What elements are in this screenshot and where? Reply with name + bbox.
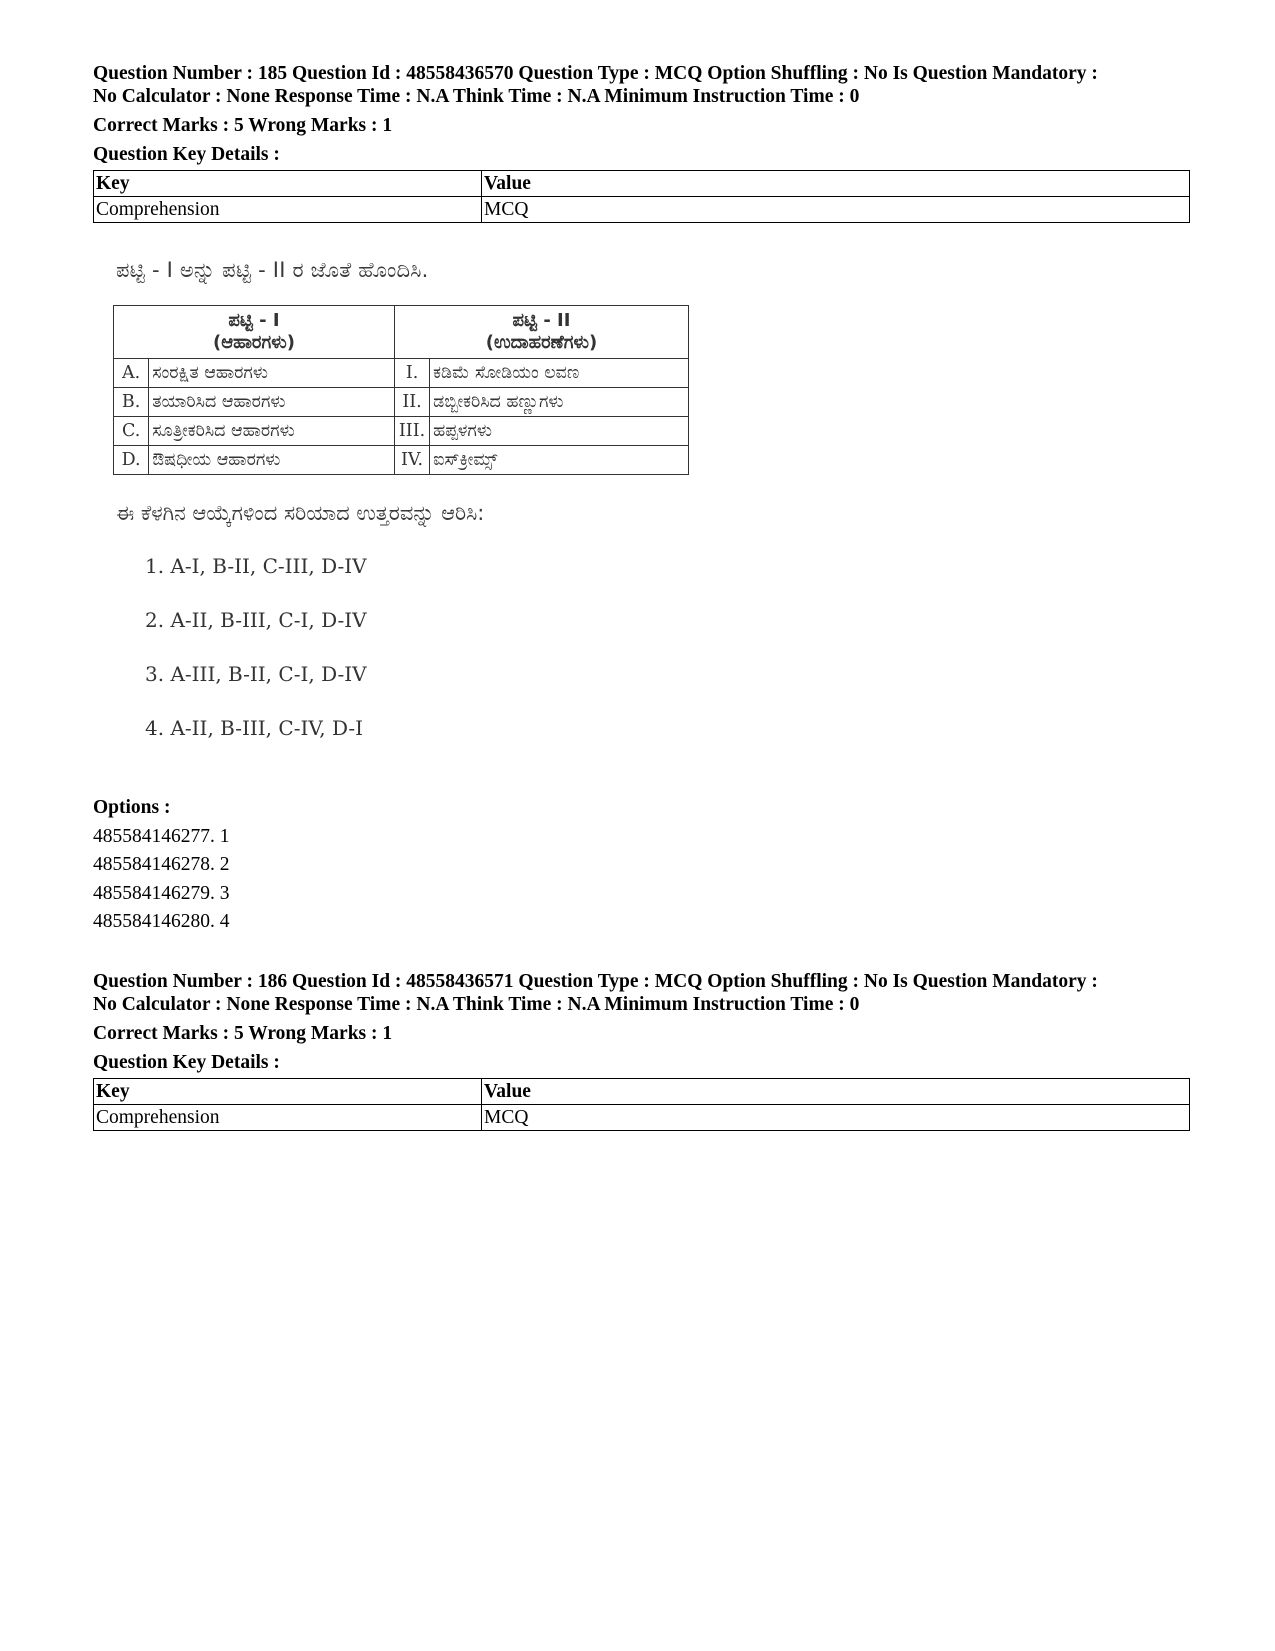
answer-choice: 3. A-III, B-II, C-I, D-IV <box>145 662 367 686</box>
key-details-label: Question Key Details : <box>93 1052 280 1073</box>
question-186-header <box>93 970 1193 1131</box>
row-label: I. <box>394 359 429 388</box>
option-item: 485584146280. 4 <box>93 911 230 932</box>
table-row <box>94 197 1190 223</box>
row-label: IV. <box>394 446 429 475</box>
row-label: B. <box>114 388 149 417</box>
table-header-row <box>94 1079 1190 1105</box>
key-details-table <box>93 1078 1190 1131</box>
list-2-item: ಡಬ್ಬೀಕರಿಸಿದ ಹಣ್ಣುಗಳು <box>430 388 689 417</box>
answer-choice: 4. A-II, B-III, C-IV, D-I <box>145 716 364 740</box>
list-1-item: ಸೂತ್ರೀಕರಿಸಿದ ಆಹಾರಗಳು <box>149 417 395 446</box>
select-prompt: ಈ ಕೆಳಗಿನ ಆಯ್ಕೆಗಳಿಂದ ಸರಿಯಾದ ಉತ್ತರವನ್ನು ಆರಿಸಿ: <box>116 501 485 525</box>
list-1-item: ಔಷಧೀಯ ಆಹಾರಗಳು <box>149 446 395 475</box>
table-row <box>94 1105 1190 1131</box>
value-cell: MCQ <box>482 197 1190 223</box>
options-label: Options : <box>93 797 171 818</box>
question-meta-line-2: No Calculator : None Response Time : N.A Think Time : N.A Minimum Instruction Time : 0 <box>93 86 860 107</box>
question-meta-line-2: No Calculator : None Response Time : N.A Think Time : N.A Minimum Instruction Time : 0 <box>93 994 860 1015</box>
key-header-cell: Key <box>94 1079 482 1105</box>
answer-choice: 2. A-II, B-III, C-I, D-IV <box>145 608 367 632</box>
answer-choices <box>145 554 713 770</box>
marks-line: Correct Marks : 5 Wrong Marks : 1 <box>93 1023 393 1044</box>
list-1-item: ತಯಾರಿಸಿದ ಆಹಾರಗಳು <box>149 388 395 417</box>
option-item: 485584146278. 2 <box>93 854 230 875</box>
option-item: 485584146279. 3 <box>93 882 230 904</box>
value-header-cell: Value <box>482 171 1190 197</box>
key-details-table <box>93 170 1190 223</box>
question-185-header <box>93 62 1193 223</box>
row-label: III. <box>394 417 429 446</box>
list-1-item: ಸಂರಕ್ಷಿತ ಆಹಾರಗಳು <box>149 359 395 388</box>
question-image <box>113 258 713 768</box>
question-meta-line-1: Question Number : 185 Question Id : 48558436570 Question Type : MCQ Option Shuffling : No Is Question Mandatory : <box>93 63 1098 84</box>
option-item: 485584146277. 1 <box>93 825 230 847</box>
key-cell: Comprehension <box>94 1105 482 1131</box>
options-list <box>93 794 230 937</box>
row-label: D. <box>114 446 149 475</box>
question-meta-line-1: Question Number : 186 Question Id : 48558436571 Question Type : MCQ Option Shuffling : No Is Question Mandatory : <box>93 971 1098 992</box>
key-details-label: Question Key Details : <box>93 144 280 165</box>
match-row <box>114 417 689 446</box>
key-header-cell: Key <box>94 171 482 197</box>
row-label: A. <box>114 359 149 388</box>
value-cell: MCQ <box>482 1105 1190 1131</box>
match-table-header <box>114 306 689 359</box>
list-2-item: ಹಪ್ಪಳಗಳು <box>430 417 689 446</box>
match-instruction: ಪಟ್ಟಿ - I ಅನ್ನು ಪಟ್ಟಿ - II ರ ಜೊತೆ ಹೊಂದಿಸಿ. <box>116 258 429 282</box>
row-label: II. <box>394 388 429 417</box>
list-2-header: ಪಟ್ಟಿ - II (ಉದಾಹರಣೆಗಳು) <box>394 306 688 359</box>
list-2-item: ಐಸ್‌ಕ್ರೀಮ್ಸ್ <box>430 446 689 475</box>
key-cell: Comprehension <box>94 197 482 223</box>
answer-choice: 1. A-I, B-II, C-III, D-IV <box>145 554 367 578</box>
list-1-header: ಪಟ್ಟಿ - I (ಆಹಾರಗಳು) <box>114 306 395 359</box>
marks-line: Correct Marks : 5 Wrong Marks : 1 <box>93 115 393 136</box>
match-row <box>114 446 689 475</box>
row-label: C. <box>114 417 149 446</box>
table-header-row <box>94 171 1190 197</box>
list-2-item: ಕಡಿಮೆ ಸೋಡಿಯಂ ಲವಣ <box>430 359 689 388</box>
value-header-cell: Value <box>482 1079 1190 1105</box>
match-row <box>114 388 689 417</box>
match-table <box>113 305 689 475</box>
match-row <box>114 359 689 388</box>
